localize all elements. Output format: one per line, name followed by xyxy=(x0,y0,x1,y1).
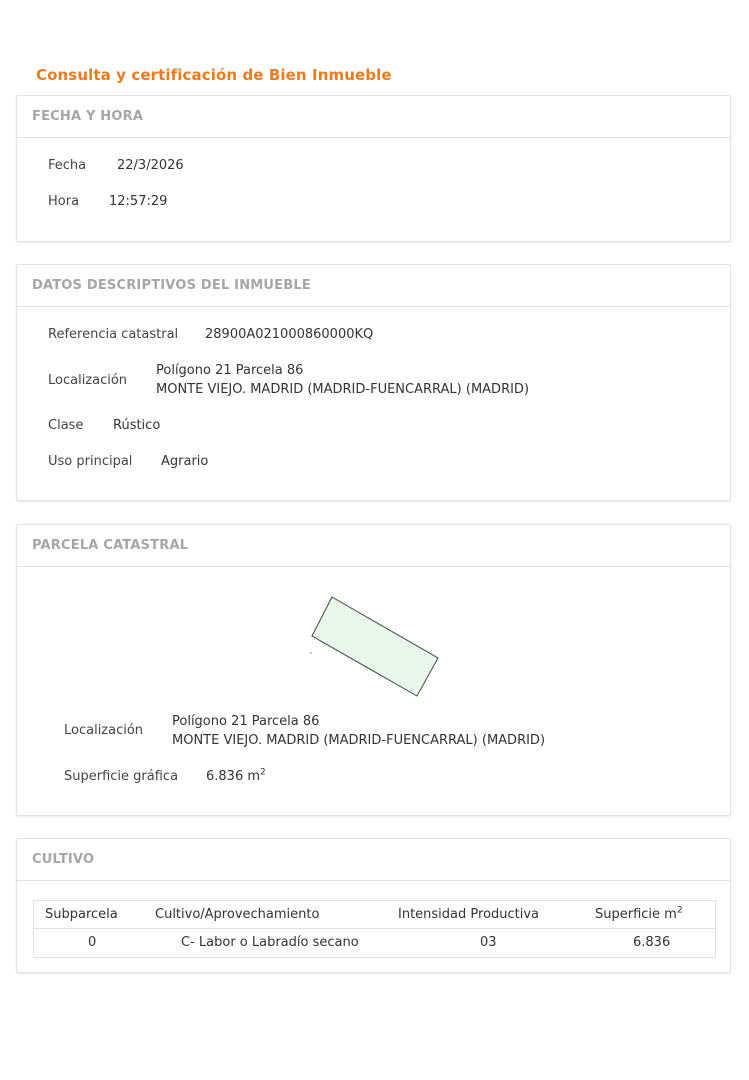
parcela-localizacion-line2: MONTE VIEJO. MADRID (MADRID-FUENCARRAL) (MADRID) xyxy=(172,733,546,748)
superficie-grafica-label: Superficie gráfica xyxy=(64,769,179,784)
fecha-label: Fecha xyxy=(48,158,87,173)
clase-value: Rústico xyxy=(113,418,161,433)
parcela-catastral-header: PARCELA CATASTRAL xyxy=(17,525,730,567)
cell-cultivo: C- Labor o Labradío secano xyxy=(181,935,359,950)
column-header-superficie: Superficie $m^2$ xyxy=(595,905,683,922)
cultivo-panel xyxy=(16,838,731,973)
parcela-localizacion-line1: Polígono 21 Parcela 86 xyxy=(172,714,320,729)
uso-principal-value: Agrario xyxy=(161,454,209,469)
fecha-hora-header: FECHA Y HORA xyxy=(17,96,730,138)
referencia-catastral-label: Referencia catastral xyxy=(48,327,179,342)
clase-label: Clase xyxy=(48,418,84,433)
parcela-polygon[interactable] xyxy=(312,597,438,696)
cultivo-header: CULTIVO xyxy=(17,839,730,881)
datos-descriptivos-panel xyxy=(16,264,731,501)
hora-label: Hora xyxy=(48,194,80,209)
parcela-map[interactable] xyxy=(297,585,477,705)
referencia-catastral-value: 28900A021000860000KQ xyxy=(205,327,374,342)
table-header-row xyxy=(34,901,715,929)
localizacion-line2: MONTE VIEJO. MADRID (MADRID-FUENCARRAL) (MADRID) xyxy=(156,382,530,397)
localizacion-label: Localización xyxy=(48,373,128,388)
cell-subparcela: 0 xyxy=(88,935,97,950)
page-title: Consulta y certificación de Bien Inmueble xyxy=(36,66,392,84)
parcela-localizacion-label: Localización xyxy=(64,723,144,738)
uso-principal-label: Uso principal xyxy=(48,454,133,469)
table-row xyxy=(34,929,715,957)
column-header-cultivo: Cultivo/Aprovechamiento xyxy=(155,907,320,922)
cell-intensidad: 03 xyxy=(480,935,497,950)
hora-value: 12:57:29 xyxy=(109,194,168,209)
parcela-catastral-panel xyxy=(16,524,731,816)
fecha-hora-panel xyxy=(16,95,731,242)
localizacion-line1: Polígono 21 Parcela 86 xyxy=(156,363,304,378)
column-header-subparcela: Subparcela xyxy=(45,907,118,922)
column-header-intensidad: Intensidad Productiva xyxy=(398,907,540,922)
cultivo-table xyxy=(33,900,716,958)
datos-descriptivos-header: DATOS DESCRIPTIVOS DEL INMUEBLE xyxy=(17,265,730,307)
superficie-grafica-value: 6.836 $m^2$ xyxy=(206,767,266,784)
map-marker-dot xyxy=(310,652,311,653)
fecha-value: 22/3/2026 xyxy=(117,158,184,173)
cell-superficie: 6.836 xyxy=(633,935,671,950)
